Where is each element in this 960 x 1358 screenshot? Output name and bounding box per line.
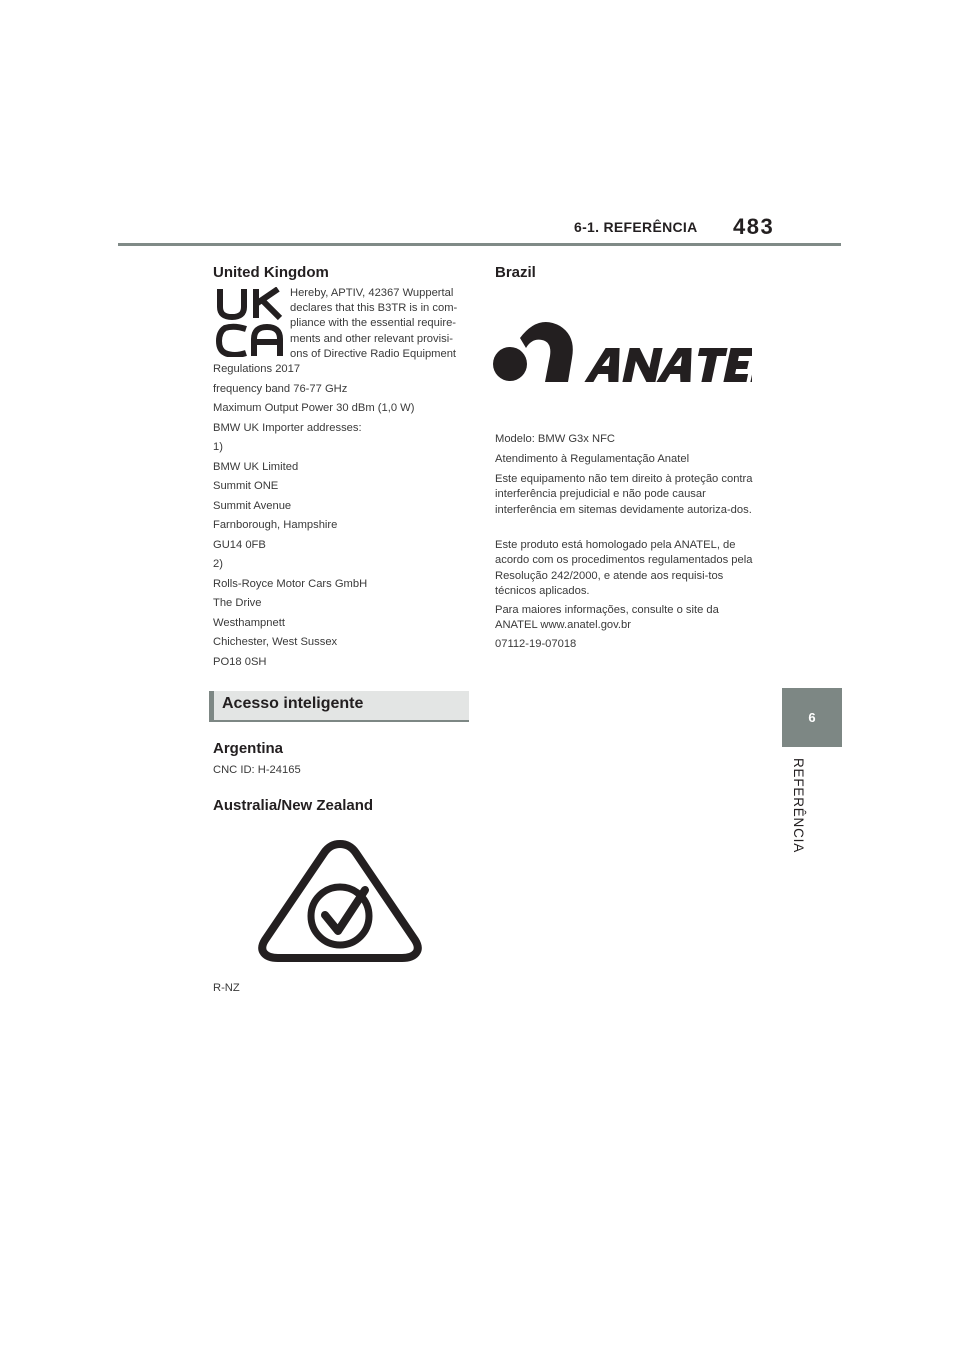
- uk-line: GU14 0FB: [213, 539, 266, 551]
- uk-line: BMW UK Importer addresses:: [213, 422, 362, 434]
- uk-line: PO18 0SH: [213, 656, 267, 668]
- rcm-compliance-mark-icon: [258, 838, 422, 962]
- uk-line: Summit ONE: [213, 480, 279, 492]
- argentina-text: CNC ID: H-24165: [213, 764, 301, 776]
- uk-heading: United Kingdom: [213, 264, 329, 281]
- uk-wrap-line: ments and other relevant provisi-: [290, 333, 453, 345]
- uk-line: Farnborough, Hampshire: [213, 519, 338, 531]
- uk-line: 1): [213, 441, 223, 453]
- ukca-logo-icon: [216, 287, 284, 357]
- section-title-bar: [209, 691, 469, 722]
- uk-line: frequency band 76-77 GHz: [213, 383, 348, 395]
- anatel-logo-icon: [490, 318, 752, 388]
- uk-line: Rolls-Royce Motor Cars GmbH: [213, 578, 368, 590]
- uk-wrap-line: declares that this B3TR is in com-: [290, 302, 458, 314]
- brazil-paragraph-1: Este equipamento não tem direito à proteção contra interferência prejudicial e não pode causar interferência em sitemas devidamente autoriza-dos.: [495, 473, 753, 516]
- chapter-label: REFERÊNCIA: [791, 758, 806, 854]
- running-header-section: 6-1. REFERÊNCIA: [574, 219, 698, 235]
- uk-line: 2): [213, 558, 223, 570]
- uk-wrap-line: ons of Directive Radio Equipment: [290, 348, 457, 360]
- australia-text: R-NZ: [213, 982, 240, 994]
- uk-line: Chichester, West Sussex: [213, 636, 338, 648]
- uk-line: BMW UK Limited: [213, 461, 299, 473]
- section-title: Acesso inteligente: [222, 695, 364, 712]
- header-divider: [118, 243, 841, 246]
- uk-line: Westhampnett: [213, 617, 285, 629]
- uk-wrap-line: Hereby, APTIV, 42367 Wuppertal: [290, 287, 454, 299]
- uk-line: Regulations 2017: [213, 363, 301, 375]
- brazil-paragraph-3: Para maiores informações, consulte o site da ANATEL www.anatel.gov.br: [495, 604, 719, 632]
- brazil-model: Modelo: BMW G3x NFC: [495, 433, 615, 445]
- uk-line: Maximum Output Power 30 dBm (1,0 W): [213, 402, 415, 414]
- argentina-heading: Argentina: [213, 740, 284, 757]
- chapter-tab[interactable]: 6: [782, 688, 842, 747]
- brazil-code: 07112-19-07018: [495, 638, 577, 650]
- page-number: 483: [733, 214, 775, 239]
- australia-heading: Australia/New Zealand: [213, 797, 374, 814]
- brazil-compliance: Atendimento à Regulamentação Anatel: [495, 453, 690, 465]
- brazil-paragraph-2: Este produto está homologado pela ANATEL, de acordo com os procedimentos regulamentados pela Resolução 242/2000, e atende aos requisi-tos técnicos aplicados.: [495, 539, 753, 597]
- uk-wrap-line: pliance with the essential require-: [290, 317, 457, 329]
- brazil-heading: Brazil: [495, 264, 536, 281]
- uk-line: The Drive: [213, 597, 262, 609]
- uk-line: Summit Avenue: [213, 500, 292, 512]
